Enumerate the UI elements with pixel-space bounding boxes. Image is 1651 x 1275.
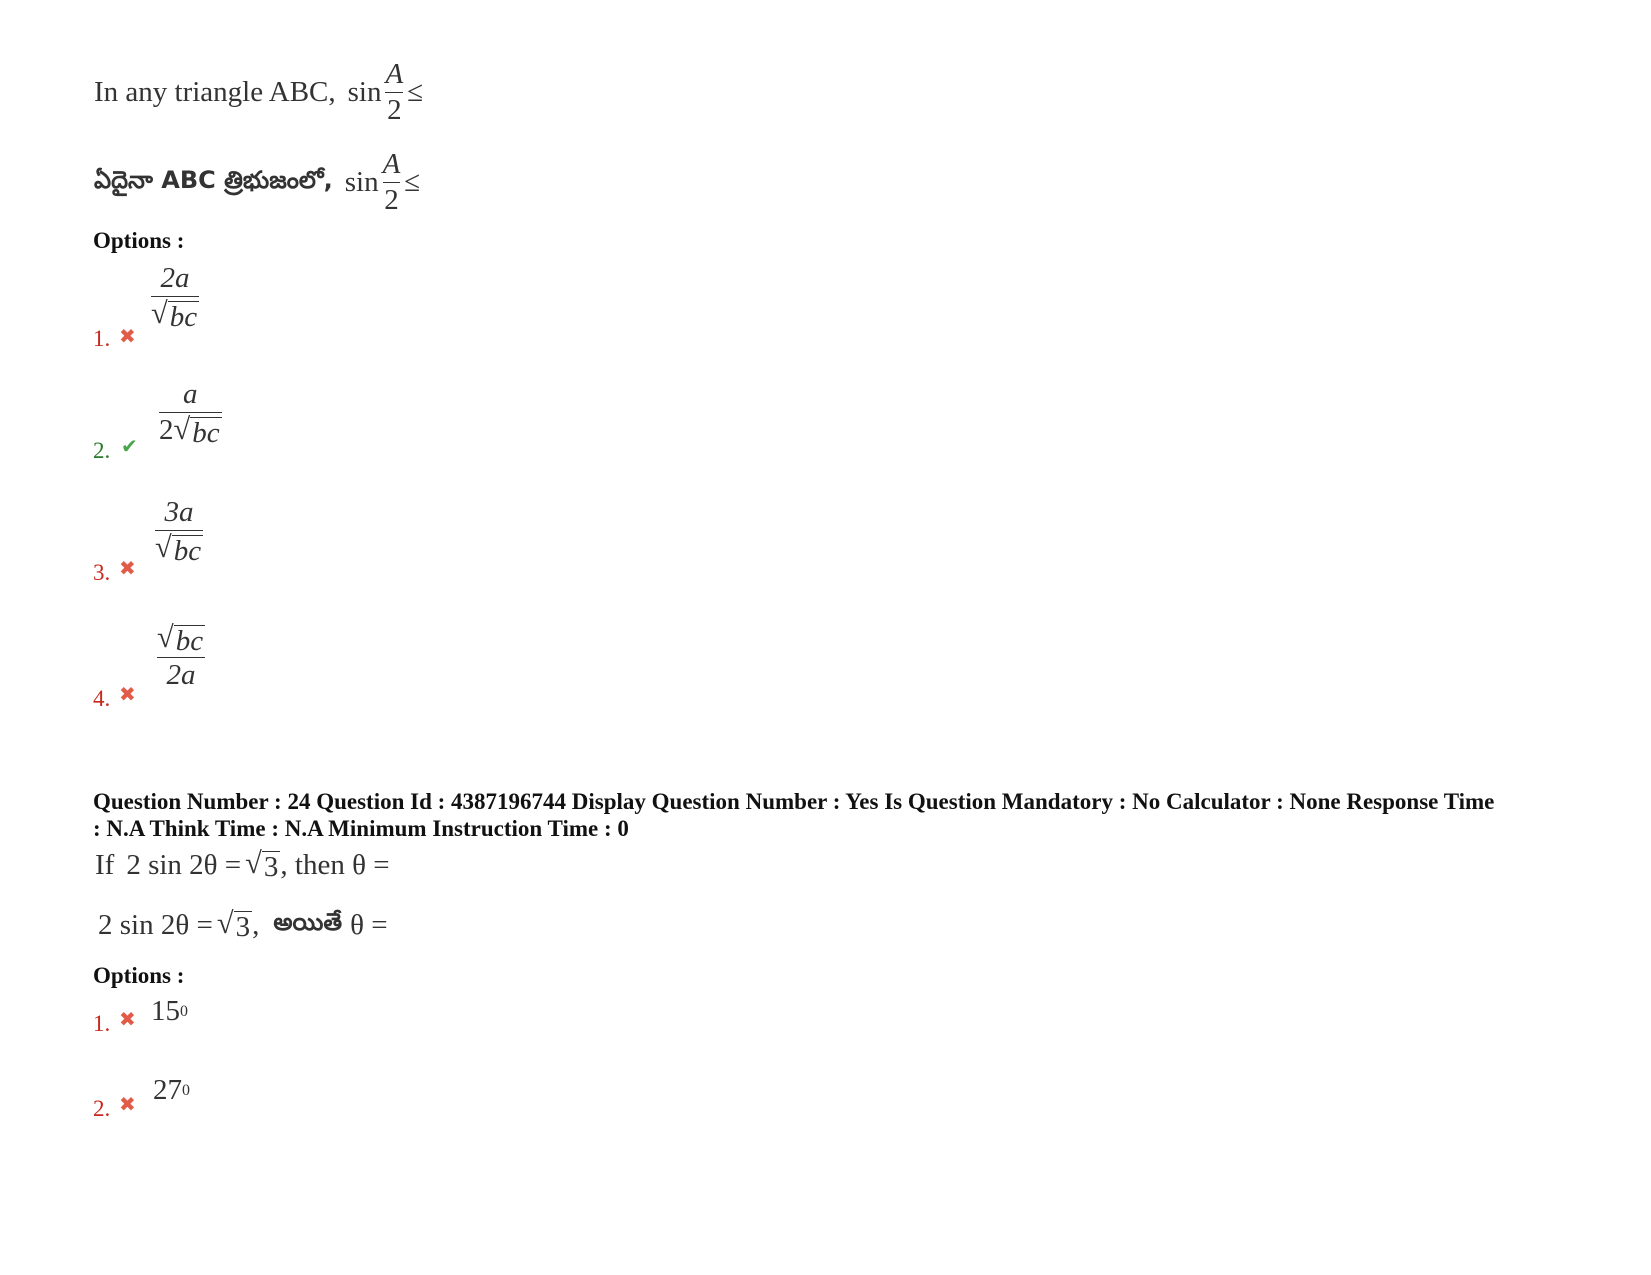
less-equal-sign: ≤ bbox=[404, 166, 421, 199]
q23-telugu-statement bbox=[94, 148, 420, 218]
equation-rest: , then θ = bbox=[280, 848, 390, 881]
option-expression: a 2 √ bc bbox=[159, 378, 220, 450]
cross-icon: ✖ bbox=[119, 684, 136, 706]
option-expression: √ bc 2a bbox=[157, 620, 204, 692]
option-expression: 3a √ bc bbox=[155, 496, 202, 568]
option-radicand: bc bbox=[175, 625, 204, 657]
q23-options-label: Options : bbox=[93, 228, 185, 253]
if-word: If bbox=[95, 848, 115, 881]
cross-icon: ✖ bbox=[119, 326, 136, 348]
radicand: 3 bbox=[235, 911, 251, 943]
option-number: 4. bbox=[93, 686, 111, 711]
fraction-bar bbox=[385, 92, 403, 93]
sin-label: sin bbox=[347, 76, 382, 109]
option-number: 3. bbox=[93, 560, 111, 585]
option-coefficient: 2 bbox=[159, 414, 174, 447]
q24-telugu-statement: 2 sin 2θ = √ 3 , అయితే θ = bbox=[98, 906, 388, 943]
option-value: 15 bbox=[151, 995, 180, 1027]
option-value: 27 bbox=[153, 1074, 182, 1106]
option-number: 2. bbox=[93, 1096, 111, 1121]
option-expression bbox=[153, 1074, 190, 1107]
fraction-a-over-2 bbox=[383, 148, 401, 218]
option-expression bbox=[151, 995, 188, 1028]
option-expression: 2a √ bc bbox=[151, 262, 198, 334]
option-numerator: 2a bbox=[160, 262, 190, 294]
cross-icon: ✖ bbox=[119, 1009, 136, 1031]
degree-superscript: 0 bbox=[180, 1002, 188, 1020]
option-numerator: 3a bbox=[164, 496, 194, 528]
option-radicand: bc bbox=[169, 301, 198, 334]
telugu-word: అయితే bbox=[273, 908, 343, 937]
option-numerator: a bbox=[183, 378, 198, 410]
option-number: 2. bbox=[93, 438, 111, 463]
q24-options-label: Options : bbox=[93, 963, 185, 988]
q23-english-prefix: In any triangle ABC, bbox=[94, 76, 336, 109]
fraction-numerator: A bbox=[385, 58, 404, 90]
option-number: 1. bbox=[93, 1011, 111, 1036]
q23-telugu-prefix: ఏదైనా ABC త్రిభుజంలో, bbox=[94, 165, 333, 194]
fraction-denominator: 2 bbox=[384, 184, 399, 217]
check-icon: ✔ bbox=[121, 436, 138, 458]
option-radicand: bc bbox=[173, 535, 202, 568]
equation-lhs: 2 sin 2θ = bbox=[98, 908, 213, 941]
q24-english-statement: If 2 sin 2θ = √ 3 , then θ = bbox=[95, 846, 390, 883]
q24-meta-info: Question Number : 24 Question Id : 4387196744 Display Question Number : Yes Is Question Mandatory : No Calculator : None Response Time : N.A Think Time : N.A Minimum Instruction Time : 0 bbox=[93, 789, 1495, 841]
option-denominator: 2a bbox=[166, 659, 196, 692]
equation-lhs: 2 sin 2θ = bbox=[126, 848, 242, 881]
radicand: 3 bbox=[263, 851, 279, 883]
cross-icon: ✖ bbox=[119, 1094, 136, 1116]
less-equal-sign: ≤ bbox=[407, 76, 424, 109]
degree-superscript: 0 bbox=[182, 1081, 190, 1099]
cross-icon: ✖ bbox=[119, 558, 136, 580]
fraction-bar bbox=[383, 182, 401, 183]
equation-rest: θ = bbox=[350, 908, 388, 941]
fraction-a-over-2 bbox=[385, 58, 403, 128]
sin-label: sin bbox=[344, 166, 379, 199]
fraction-numerator: A bbox=[382, 148, 401, 180]
q23-english-statement bbox=[94, 58, 423, 128]
comma: , bbox=[252, 908, 260, 941]
option-number: 1. bbox=[93, 326, 111, 351]
option-radicand: bc bbox=[192, 417, 220, 450]
fraction-denominator: 2 bbox=[387, 94, 402, 127]
